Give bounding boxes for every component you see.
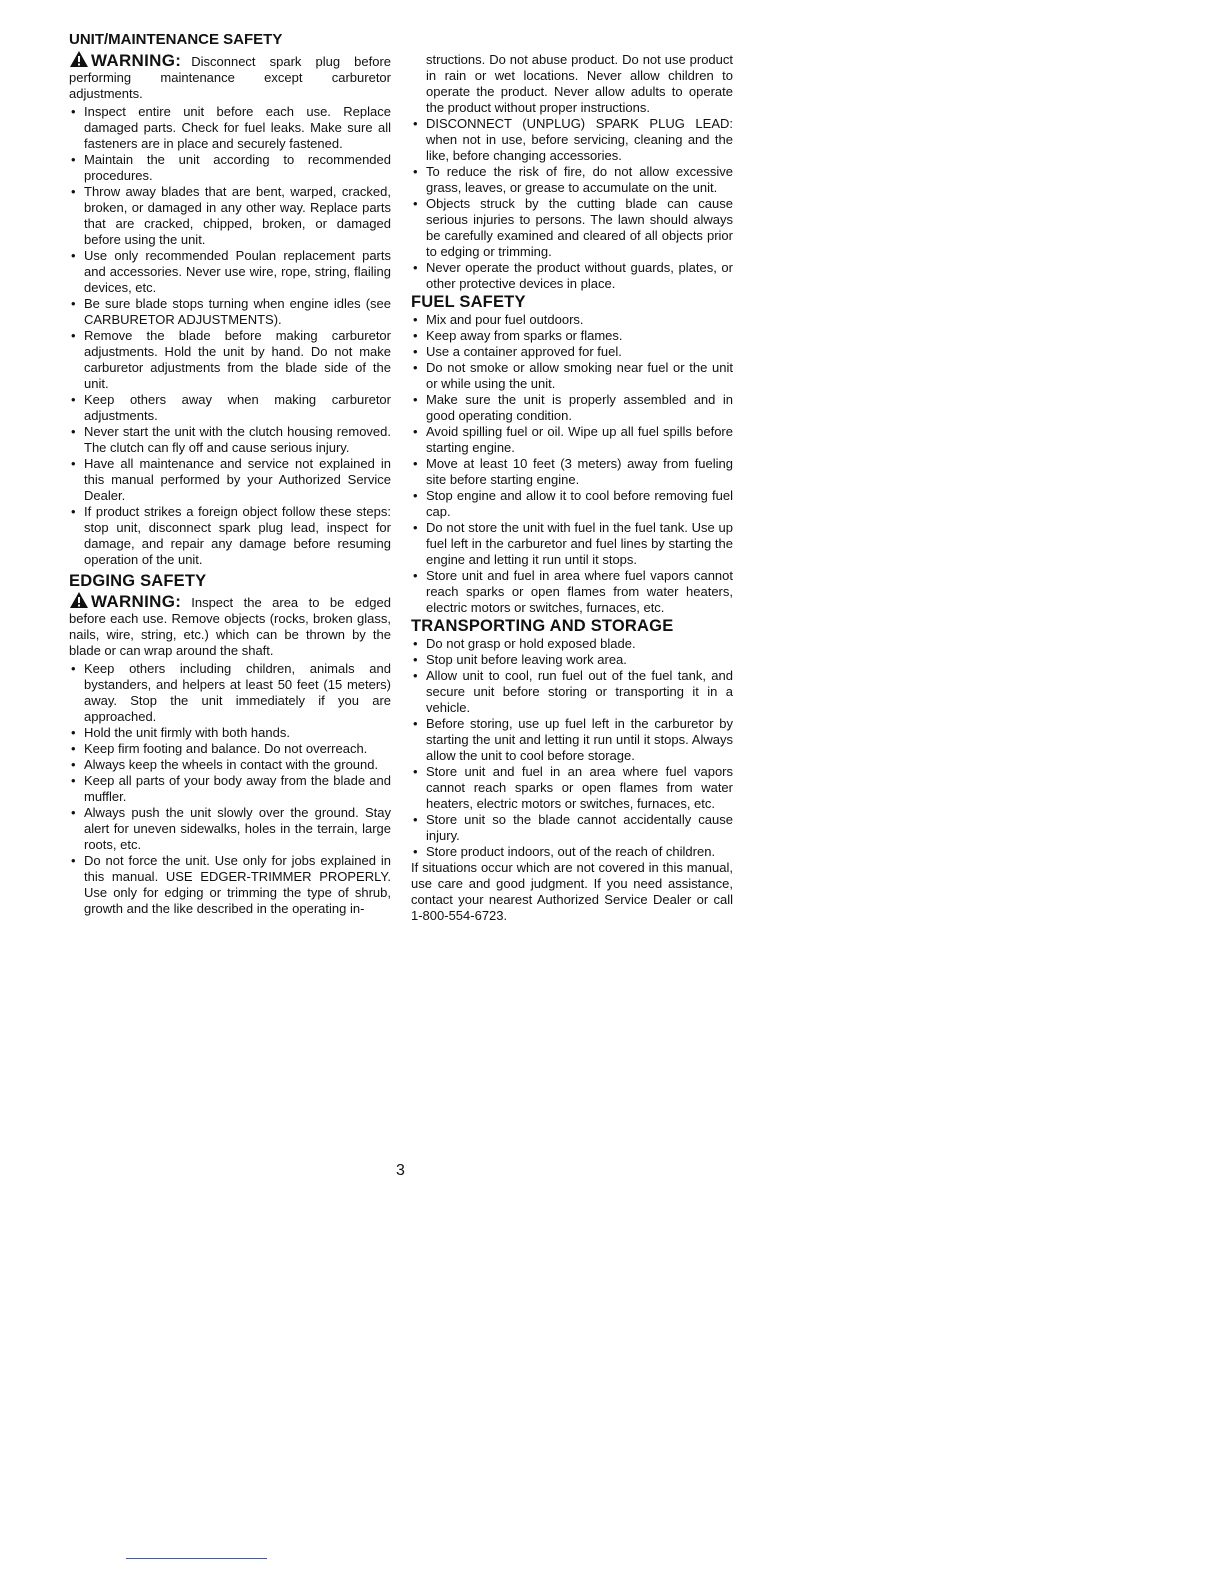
- list-item: • DISCONNECT (UNPLUG) SPARK PLUG LEAD: when not in use, before servicing, cleaning and the like, before changing accessories.: [411, 116, 733, 164]
- list-item: • Store unit so the blade cannot accidentally cause injury.: [411, 812, 733, 844]
- transport-storage-heading: TRANSPORTING AND STORAGE: [411, 617, 674, 635]
- closing-paragraph: If situations occur which are not covered in this manual, use care and good judgment. If you need assistance, contact your nearest Authorized Service Dealer or call 1-800-554-6723.: [411, 860, 733, 923]
- edging-heading: EDGING SAFETY: [69, 572, 207, 590]
- list-item: • Mix and pour fuel outdoors.: [411, 312, 733, 328]
- list-item: • Do not smoke or allow smoking near fuel or the unit or while using the unit.: [411, 360, 733, 392]
- list-item: • Keep others away when making carburetor adjustments.: [69, 392, 391, 424]
- warning-triangle-icon: [69, 591, 89, 609]
- edging-warning: [69, 591, 391, 659]
- left-column: [69, 30, 391, 917]
- list-item: • Allow unit to cool, run fuel out of the fuel tank, and secure unit before storing or transporting it in a vehicle.: [411, 668, 733, 716]
- list-item: • Always keep the wheels in contact with the ground.: [69, 757, 391, 773]
- list-item: • Keep away from sparks or flames.: [411, 328, 733, 344]
- list-item: • Do not grasp or hold exposed blade.: [411, 636, 733, 652]
- list-item: • Never start the unit with the clutch housing removed. The clutch can fly off and cause serious injury.: [69, 424, 391, 456]
- warning-text: Inspect the area to be edged before each use. Remove objects (rocks, broken glass, nails, wire, string, etc.) which can be thrown by the blade or can wrap around the shaft.: [69, 595, 391, 658]
- list-item: • Store unit and fuel in an area where fuel vapors cannot reach sparks or open flames from water heaters, electric motors or switches, furnaces, etc.: [411, 764, 733, 812]
- edging-list-continued: [411, 116, 733, 292]
- unit-maintenance-warning: [69, 50, 391, 102]
- fuel-safety-list: [411, 312, 733, 616]
- warning-label: WARNING:: [91, 592, 182, 611]
- list-item: • Store product indoors, out of the reach of children.: [411, 844, 733, 860]
- page-number: 3: [396, 1162, 405, 1179]
- list-item: • Have all maintenance and service not explained in this manual performed by your Authorized Service Dealer.: [69, 456, 391, 504]
- list-item: • Stop unit before leaving work area.: [411, 652, 733, 668]
- list-item: • Objects struck by the cutting blade can cause serious injuries to persons. The lawn should always be carefully examined and cleared of all objects prior to edging or trimming.: [411, 196, 733, 260]
- edging-list: [69, 661, 391, 917]
- list-item: • Inspect entire unit before each use. Replace damaged parts. Check for fuel leaks. Make sure all fasteners are in place and securely fastened.: [69, 104, 391, 152]
- list-item: • Hold the unit firmly with both hands.: [69, 725, 391, 741]
- transport-storage-list: [411, 636, 733, 860]
- warning-text: Disconnect spark plug before performing maintenance except carburetor adjustments.: [69, 54, 391, 101]
- fuel-safety-heading: FUEL SAFETY: [411, 293, 526, 311]
- list-item: • Maintain the unit according to recommended procedures.: [69, 152, 391, 184]
- list-item: • Make sure the unit is properly assembled and in good operating condition.: [411, 392, 733, 424]
- list-item: • Use a container approved for fuel.: [411, 344, 733, 360]
- unit-maintenance-heading: UNIT/MAINTENANCE SAFETY: [69, 31, 283, 48]
- list-item: • Be sure blade stops turning when engine idles (see CARBURETOR ADJUSTMENTS).: [69, 296, 391, 328]
- list-item: • Keep all parts of your body away from the blade and muffler.: [69, 773, 391, 805]
- list-item: • Store unit and fuel in area where fuel vapors cannot reach sparks or open flames from water heaters, electric motors or switches, furnaces, etc.: [411, 568, 733, 616]
- list-item: • Before storing, use up fuel left in the carburetor by starting the unit and letting it run until it stops. Always allow the unit to cool before storage.: [411, 716, 733, 764]
- list-item: • Move at least 10 feet (3 meters) away from fueling site before starting engine.: [411, 456, 733, 488]
- footer-rule: [126, 1558, 267, 1559]
- warning-triangle-icon: [69, 50, 89, 68]
- list-item: • Throw away blades that are bent, warped, cracked, broken, or damaged in any other way. Replace parts that are cracked, chipped, broken, or damaged before using the unit.: [69, 184, 391, 248]
- list-item: • To reduce the risk of fire, do not allow excessive grass, leaves, or grease to accumulate on the unit.: [411, 164, 733, 196]
- list-item: • Stop engine and allow it to cool before removing fuel cap.: [411, 488, 733, 520]
- list-item: • Use only recommended Poulan replacement parts and accessories. Never use wire, rope, string, flailing devices, etc.: [69, 248, 391, 296]
- list-item: • Keep others including children, animals and bystanders, and helpers at least 50 feet (15 meters) away. Stop the unit immediately if you are approached.: [69, 661, 391, 725]
- list-item: • Avoid spilling fuel or oil. Wipe up all fuel spills before starting engine.: [411, 424, 733, 456]
- list-item: • Never operate the product without guards, plates, or other protective devices in place.: [411, 260, 733, 292]
- list-item: • Remove the blade before making carburetor adjustments. Hold the unit by hand. Do not make carburetor adjustments from the blade side of the unit.: [69, 328, 391, 392]
- warning-label: WARNING:: [91, 51, 182, 70]
- list-item: • Do not force the unit. Use only for jobs explained in this manual. USE EDGER-TRIMMER PROPERLY. Use only for edging or trimming the type of shrub, growth and the like described in the operating in-: [69, 853, 391, 917]
- unit-maintenance-list: [69, 104, 391, 568]
- list-item: • Keep firm footing and balance. Do not overreach.: [69, 741, 391, 757]
- right-column: [411, 52, 733, 924]
- list-item: • If product strikes a foreign object follow these steps: stop unit, disconnect spark plug lead, inspect for damage, and repair any damage before resuming operation of the unit.: [69, 504, 391, 568]
- list-item: • Do not store the unit with fuel in the fuel tank. Use up fuel left in the carburetor and fuel lines by starting the engine and letting it run until it stops.: [411, 520, 733, 568]
- list-item: • Always push the unit slowly over the ground. Stay alert for uneven sidewalks, holes in the terrain, large roots, etc.: [69, 805, 391, 853]
- edging-continuation: structions. Do not abuse product. Do not use product in rain or wet locations. Never allow children to operate the product. Never allow adults to operate the product without proper instructions.: [426, 52, 733, 115]
